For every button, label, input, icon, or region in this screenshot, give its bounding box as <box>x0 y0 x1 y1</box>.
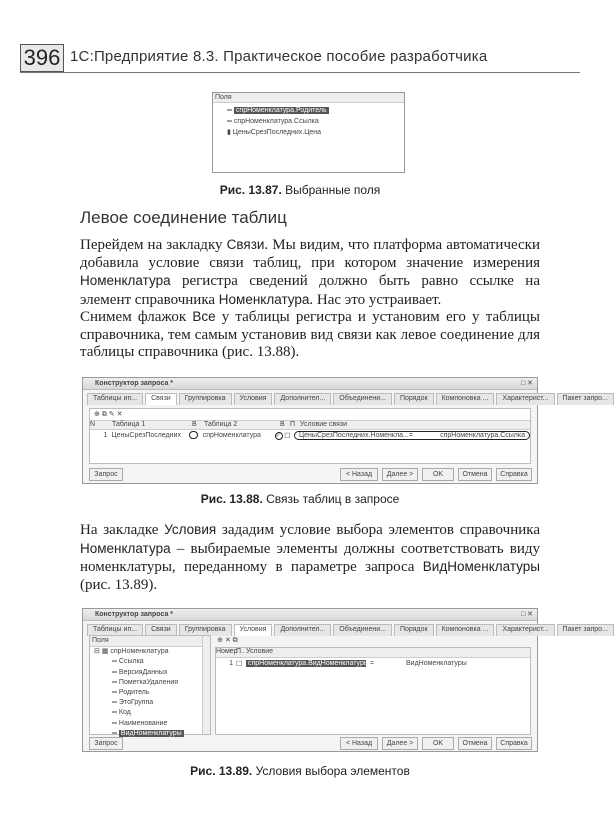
custom-checkbox[interactable]: ☐ <box>284 432 291 440</box>
tree-item[interactable]: ═ ПометкаУдаления <box>112 678 179 686</box>
tree-item[interactable]: ═ Ссылка <box>112 658 144 666</box>
toolbar <box>90 409 530 420</box>
table-row[interactable]: 1 ЦеныСрезПоследних спрНоменклатура ✓ ☐ ЦеныСрезПоследних.Номенкла... = спрНоменклатура.Ссылка <box>90 430 530 441</box>
tab-order[interactable]: Порядок <box>394 624 434 636</box>
tab-unions[interactable]: Объединени... <box>333 393 392 405</box>
query-builder-window <box>82 377 608 484</box>
figure-caption: Рис. 13.88. Связь таблиц в запросе <box>200 492 400 506</box>
tab-order[interactable]: Порядок <box>394 393 434 405</box>
tab-links[interactable]: Связи <box>145 624 177 636</box>
tab-bar <box>83 621 608 636</box>
selected-fields-panel <box>212 92 405 173</box>
tab-tables[interactable]: Таблицы ип... <box>87 624 143 636</box>
table-header: Номер П.. Условие <box>216 648 530 658</box>
paragraph: Снимем флажок Все у таблицы регистра и установим его у таблицы справочника, тем самым установив вид связи как левое соединение для таблицы справочника (рис. 13.88). <box>80 309 540 360</box>
tab-grouping[interactable]: Группировка <box>179 624 232 636</box>
tab-characteristics[interactable]: Характерист... <box>496 393 554 405</box>
tab-additional[interactable]: Дополнител... <box>274 393 331 405</box>
paragraph: Перейдем на закладку Связи. Мы видим, что платформа автоматически добавила условие связи таблиц, при котором значение измерения Номенклатура регистра сведений должно быть равно ссылке на элемент справочника Номенклатура. Нас это устраивает. <box>80 237 540 308</box>
cancel-button[interactable]: Отмена <box>458 468 492 481</box>
all-checkbox-2[interactable]: ✓ <box>275 432 281 439</box>
section-heading: Левое соединение таблиц <box>80 208 287 227</box>
figure-caption: Рис. 13.87. Выбранные поля <box>219 183 381 197</box>
tree-item[interactable]: ═ ЭтоГруппа <box>112 699 154 707</box>
page-number: 396 <box>20 44 64 72</box>
window-controls[interactable]: □ ✕ <box>520 611 533 618</box>
number-field-icon: ▮ <box>227 129 233 136</box>
tree-item[interactable]: ═ ВерсияДанных <box>112 668 168 676</box>
tree-item[interactable]: ═ Родитель <box>112 689 150 697</box>
tab-characteristics[interactable]: Характерист... <box>496 624 554 636</box>
header-divider <box>20 72 580 73</box>
next-button[interactable]: Далее > <box>382 737 418 750</box>
window-title: Конструктор запроса * <box>95 380 174 387</box>
query-button[interactable]: Запрос <box>89 737 123 750</box>
copy-icon[interactable]: ⧉ <box>232 637 238 644</box>
toolbar <box>217 636 238 645</box>
add-icon[interactable]: ⊕ <box>94 411 102 418</box>
tab-bar <box>83 390 608 405</box>
tab-composition[interactable]: Компоновка ... <box>436 624 495 636</box>
next-button[interactable]: Далее > <box>382 468 418 481</box>
field-icon: ═ <box>227 118 234 125</box>
running-title: 1С:Предприятие 8.3. Практическое пособие разработчика <box>70 48 488 65</box>
edit-icon[interactable]: ✎ <box>108 411 117 418</box>
query-builder-window <box>82 608 608 752</box>
back-button[interactable]: < Назад <box>340 468 378 481</box>
back-button[interactable]: < Назад <box>340 737 378 750</box>
tab-additional[interactable]: Дополнител... <box>274 624 331 636</box>
custom-checkbox[interactable]: ☐ <box>236 660 243 668</box>
copy-icon[interactable]: ⧉ <box>101 411 109 418</box>
field-item[interactable]: ▮ ЦеныСрезПоследних.Цена <box>227 129 322 136</box>
table-header: N Таблица 1 В Таблица 2 В П Условие связи <box>90 420 530 430</box>
paragraph: На закладке Условия зададим условие выбора элементов справочника Номенклатура – выбираемые элементы должны соответствовать виду номенклатуры, переданному в параметре запроса ВидНоменклатуры (рис. 13.89). <box>80 522 540 593</box>
window-controls[interactable]: □ ✕ <box>520 380 533 387</box>
tab-tables[interactable]: Таблицы ип... <box>87 393 143 405</box>
field-item[interactable]: ═ спрНоменклатура.Ссылка <box>227 118 319 125</box>
all-checkbox-1[interactable] <box>189 431 201 441</box>
tree-item[interactable]: ═ Наименование <box>112 719 168 727</box>
query-button[interactable]: Запрос <box>89 468 123 481</box>
scrollbar[interactable] <box>202 636 210 734</box>
tab-links[interactable]: Связи <box>145 393 177 405</box>
tab-conditions[interactable]: Условия <box>234 393 273 405</box>
tab-unions[interactable]: Объединени... <box>333 624 392 636</box>
ok-button[interactable]: OK <box>422 468 454 481</box>
tab-batch[interactable]: Пакет запро... <box>557 393 614 405</box>
fields-tree: Поля ⊟ ▦ спрНоменклатура ═ Ссылка ═ ВерсияДанных ═ ПометкаУдаления ═ Родитель ═ ЭтоГруппа ═ Код ═ Наименование ═ ВидНоменклатуры <box>89 635 211 735</box>
delete-icon[interactable]: ✕ <box>116 411 123 418</box>
tab-composition[interactable]: Компоновка ... <box>436 393 495 405</box>
help-button[interactable]: Справка <box>496 737 532 750</box>
tab-grouping[interactable]: Группировка <box>179 393 232 405</box>
field-icon: ═ <box>227 107 234 114</box>
window-title: Конструктор запроса * <box>95 611 174 618</box>
tree-item[interactable]: ═ ВидНоменклатуры <box>112 729 182 737</box>
help-button[interactable]: Справка <box>496 468 532 481</box>
tab-conditions[interactable]: Условия <box>234 624 273 636</box>
cancel-button[interactable]: Отмена <box>458 737 492 750</box>
table-row[interactable]: 1 ☐ спрНоменклатура.ВидНоменклатуры = ВидНоменклатуры <box>229 660 467 668</box>
figure-caption: Рис. 13.89. Условия выбора элементов <box>190 764 410 778</box>
fields-header: Поля <box>213 93 404 103</box>
tree-root[interactable]: ⊟ ▦ спрНоменклатура <box>94 648 169 656</box>
delete-icon[interactable]: ✕ <box>224 637 233 644</box>
tab-batch[interactable]: Пакет запро... <box>557 624 614 636</box>
field-item[interactable]: ═ спрНоменклатура.Родитель <box>227 107 327 114</box>
add-icon[interactable]: ⊕ <box>217 637 225 644</box>
ok-button[interactable]: OK <box>422 737 454 750</box>
tree-item[interactable]: ═ Код <box>112 709 131 717</box>
